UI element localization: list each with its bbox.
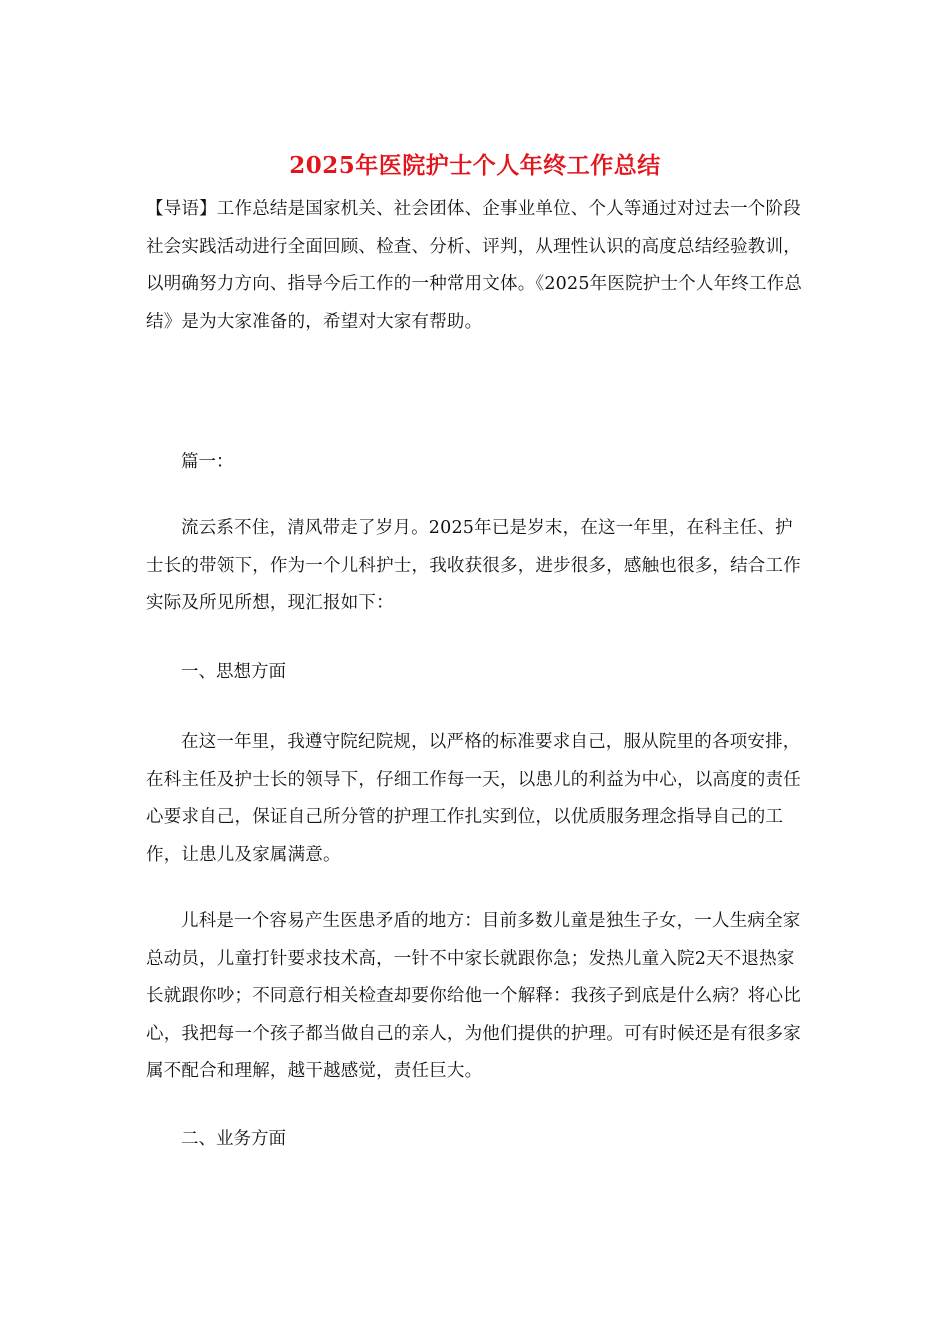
document-title: 2025年医院护士个人年终工作总结 — [289, 152, 661, 179]
intro-paragraph: 【导语】工作总结是国家机关、社会团体、企事业单位、个人等通过对过去一个阶段社会实践活动进行全面回顾、检查、分析、评判，从理性认识的高度总结经验教训，以明确努力方向、指导今后工作的一种常用文体。《2025年医院护士个人年终工作总结》是为大家准备的，希望对大家有帮助。 — [146, 199, 803, 332]
heading-business: 二、业务方面 — [181, 1129, 286, 1149]
paragraph-1: 流云系不住，清风带走了岁月。2025年已是岁末，在这一年里，在科主任、护士长的带领下，作为一个儿科护士，我收获很多，进步很多，感触也很多，结合工作实际及所见所想，现汇报如下： — [146, 518, 801, 614]
heading-thoughts: 一、思想方面 — [181, 662, 286, 682]
paragraph-3: 儿科是一个容易产生医患矛盾的地方：目前多数儿童是独生子女，一人生病全家总动员，儿童打针要求技术高，一针不中家长就跟你急；发热儿童入院2天不退热家长就跟你吵；不同意行相关检查却要你给他一个解释：我孩子到底是什么病？将心比心，我把每一个孩子都当做自己的亲人，为他们提供的护理。可有时候还是有很多家属不配合和理解，越干越感觉，责任巨大。 — [146, 911, 801, 1082]
paragraph-2: 在这一年里，我遵守院纪院规，以严格的标准要求自己，服从院里的各项安排，在科主任及护士长的领导下，仔细工作每一天，以患儿的利益为中心，以高度的责任心要求自己，保证自己所分管的护理工作扎实到位，以优质服务理念指导自己的工作，让患儿及家属满意。 — [146, 732, 801, 865]
section-label: 篇一： — [181, 452, 234, 472]
